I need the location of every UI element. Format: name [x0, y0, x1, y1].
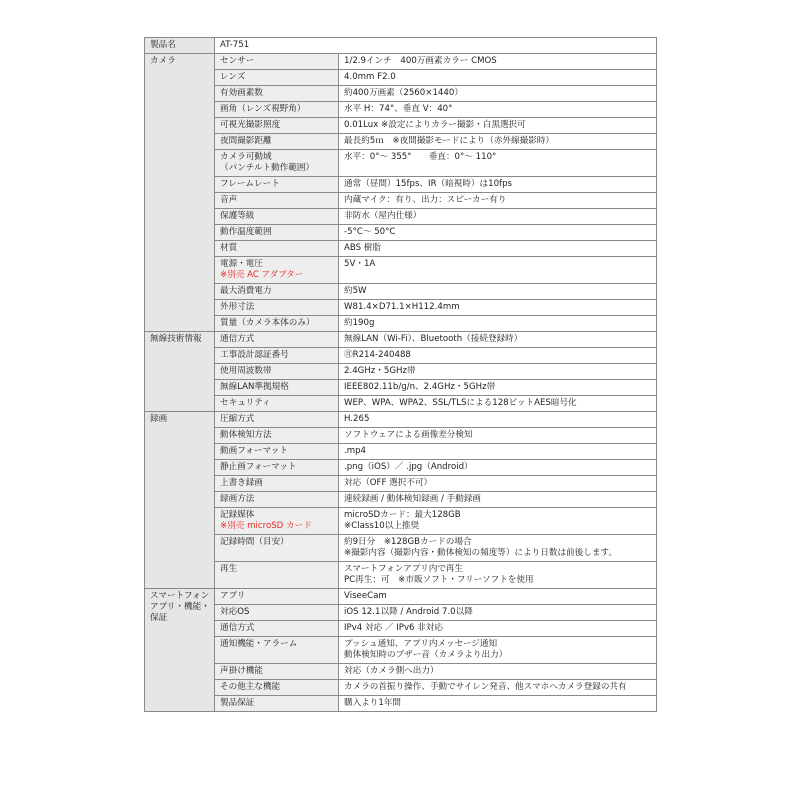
- spec-label: 記録時間（目安）: [220, 537, 289, 547]
- label-cell: [215, 412, 339, 428]
- spec-label: 圧縮方式: [220, 414, 255, 424]
- spec-label: 動体検知方法: [220, 430, 272, 440]
- table-row: [145, 300, 657, 316]
- label-cell: [215, 492, 339, 508]
- spec-label: 通知機能・アラーム: [220, 639, 298, 649]
- value-text: ViseeCam: [344, 591, 387, 601]
- value-cell: [339, 605, 657, 621]
- table-row: [145, 637, 657, 664]
- label-cell: [215, 535, 339, 562]
- label-cell: [215, 332, 339, 348]
- table-row: [145, 680, 657, 696]
- value-text: ABS 樹脂: [344, 243, 381, 253]
- label-cell: [215, 225, 339, 241]
- table-row: [145, 492, 657, 508]
- value-text: ソフトウェアによる画像差分検知: [344, 430, 473, 440]
- value-cell: [339, 209, 657, 225]
- table-row: [145, 589, 657, 605]
- label-cell: [215, 380, 339, 396]
- value-cell: [339, 241, 657, 257]
- spec-label: 夜間撮影距離: [220, 136, 272, 146]
- value-text: 無線LAN（Wi-Fi）、Bluetooth（接続登録時）: [344, 334, 523, 344]
- value-text: カメラの首振り操作、手動でサイレン発音、他スマホへカメラ登録の共有: [344, 682, 627, 692]
- table-row: [145, 476, 657, 492]
- value-cell: [339, 476, 657, 492]
- spec-label: 上書き録画: [220, 478, 263, 488]
- table-row: [145, 562, 657, 589]
- value-text: 動体検知時のブザー音（カメラより出力）: [344, 650, 508, 660]
- table-row: [145, 316, 657, 332]
- label-cell: [215, 209, 339, 225]
- spec-label: 対応OS: [220, 607, 250, 617]
- value-text: H.265: [344, 414, 370, 424]
- value-text: microSDカード：最大128GB: [344, 510, 461, 520]
- spec-label: 電源・電圧: [220, 259, 263, 269]
- value-cell: [339, 637, 657, 664]
- value-text: 約5W: [344, 286, 367, 296]
- label-cell: [215, 637, 339, 664]
- category-label: 無線技術情報: [150, 334, 202, 344]
- value-text: .mp4: [344, 446, 367, 456]
- table-row: [145, 364, 657, 380]
- value-cell: [339, 102, 657, 118]
- label-cell: [215, 605, 339, 621]
- category-label: 製品名: [150, 40, 176, 50]
- label-cell: [215, 508, 339, 535]
- label-cell: [215, 177, 339, 193]
- table-row: [145, 696, 657, 712]
- value-text: IEEE802.11b/g/n、2.4GHz・5GHz帯: [344, 382, 496, 392]
- value-text: 最長約5ｍ ※夜間撮影モードにより（赤外線撮影時）: [344, 136, 554, 146]
- table-row: [145, 209, 657, 225]
- spec-label: 最大消費電力: [220, 286, 272, 296]
- spec-label: カメラ可動域: [220, 152, 272, 162]
- category-cell: [145, 412, 215, 589]
- table-row: [145, 535, 657, 562]
- table-row: [145, 332, 657, 348]
- category-label-line: アプリ・機能・: [150, 602, 210, 612]
- value-text: iOS 12.1以降 / Android 7.0以降: [344, 607, 473, 617]
- label-cell: [215, 241, 339, 257]
- table-row: [145, 241, 657, 257]
- label-cell: [215, 150, 339, 177]
- spec-label: フレームレート: [220, 179, 280, 189]
- value-cell: [339, 412, 657, 428]
- value-text: 通常（昼間）15fps、IR（暗視時）は10fps: [344, 179, 513, 189]
- value-cell: [339, 492, 657, 508]
- value-cell: [215, 38, 657, 54]
- label-cell: [215, 300, 339, 316]
- spec-label: 材質: [220, 243, 238, 253]
- table-row: [145, 118, 657, 134]
- value-text: 0.01Lux ※設定によりカラー撮影・白黒選択可: [344, 120, 526, 130]
- value-text: 対応（カメラ側へ出力）: [344, 666, 439, 676]
- value-text: ㊊R214-240488: [344, 350, 411, 360]
- spec-label: （パンチルト動作範囲）: [220, 163, 315, 173]
- table-row: [145, 193, 657, 209]
- value-cell: [339, 332, 657, 348]
- value-cell: [339, 589, 657, 605]
- label-cell: [215, 193, 339, 209]
- label-cell: [215, 364, 339, 380]
- spec-label: アプリ: [220, 591, 246, 601]
- table-row: [145, 70, 657, 86]
- spec-label: 保護等級: [220, 211, 255, 221]
- spec-label: 使用周波数帯: [220, 366, 272, 376]
- spec-label: セキュリティ: [220, 398, 271, 408]
- value-text: 非防水（屋内仕様）: [344, 211, 422, 221]
- value-text: ※撮影内容（撮影内容・動体検知の頻度等）により日数は前後します。: [344, 548, 617, 558]
- value-text: 連続録画 / 動体検知録画 / 手動録画: [344, 494, 482, 504]
- label-cell: [215, 118, 339, 134]
- spec-label: 無線LAN準拠規格: [220, 382, 289, 392]
- label-cell: [215, 444, 339, 460]
- value-text: WEP、WPA、WPA2、SSL/TLSによる128ビットAES暗号化: [344, 398, 577, 408]
- table-row: [145, 86, 657, 102]
- table-row: [145, 605, 657, 621]
- value-text: スマートフォンアプリ内で再生: [344, 564, 464, 574]
- value-cell: [339, 680, 657, 696]
- value-cell: [339, 300, 657, 316]
- spec-label: 通信方式: [220, 334, 255, 344]
- label-cell: [215, 396, 339, 412]
- value-cell: [339, 54, 657, 70]
- category-label-line: スマートフォン: [150, 591, 210, 601]
- value-cell: [339, 364, 657, 380]
- table-row: [145, 38, 657, 54]
- value-text: 水平：0°～ 355° 垂直：0°～ 110°: [344, 152, 497, 162]
- value-cell: [339, 562, 657, 589]
- label-cell: [215, 664, 339, 680]
- category-label: 録画: [150, 414, 168, 424]
- value-cell: [339, 535, 657, 562]
- value-cell: [339, 460, 657, 476]
- value-cell: [339, 348, 657, 364]
- spec-label: 工事設計認証番号: [220, 350, 289, 360]
- table-row: [145, 508, 657, 535]
- table-row: [145, 460, 657, 476]
- value-cell: [339, 225, 657, 241]
- value-cell: [339, 428, 657, 444]
- value-text: 約9日分 ※128GBカードの場合: [344, 537, 472, 547]
- value-text: 水平 H：74°、垂直 V：40°: [344, 104, 453, 114]
- label-cell: [215, 70, 339, 86]
- value-text: AT-751: [220, 40, 250, 50]
- value-text: 2.4GHz・5GHz帯: [344, 366, 416, 376]
- label-cell: [215, 348, 339, 364]
- spec-label: その他主な機能: [220, 682, 281, 692]
- label-cell: [215, 460, 339, 476]
- value-cell: [339, 396, 657, 412]
- spec-table: [144, 37, 657, 712]
- category-cell: [145, 332, 215, 412]
- table-row: [145, 664, 657, 680]
- value-cell: [339, 257, 657, 284]
- value-text: W81.4×D71.1×H112.4mm: [344, 302, 460, 312]
- table-row: [145, 225, 657, 241]
- label-cell: [215, 680, 339, 696]
- table-row: [145, 150, 657, 177]
- category-cell: [145, 38, 215, 54]
- value-cell: [339, 134, 657, 150]
- table-row: [145, 380, 657, 396]
- value-text: .png（iOS）／ .jpg（Android）: [344, 462, 473, 472]
- label-cell: [215, 476, 339, 492]
- label-cell: [215, 562, 339, 589]
- value-cell: [339, 193, 657, 209]
- category-cell: [145, 589, 215, 712]
- spec-label: 記録媒体: [220, 510, 255, 520]
- label-cell: [215, 86, 339, 102]
- value-text: 対応（OFF 選択不可）: [344, 478, 433, 488]
- spec-label: 録画方法: [220, 494, 255, 504]
- spec-label: 声掛け機能: [220, 666, 263, 676]
- table-row: [145, 102, 657, 118]
- label-cell: [215, 102, 339, 118]
- value-cell: [339, 70, 657, 86]
- spec-label: レンズ: [220, 72, 246, 82]
- table-row: [145, 177, 657, 193]
- spec-label: 音声: [220, 195, 238, 205]
- value-text: ※Class10以上推奨: [344, 521, 420, 531]
- table-row: [145, 444, 657, 460]
- value-text: -5°C～ 50°C: [344, 227, 396, 237]
- label-cell: [215, 428, 339, 444]
- label-cell: [215, 257, 339, 284]
- value-text: 購入より1年間: [344, 698, 402, 708]
- spec-label: 画角（レンズ視野角）: [220, 104, 306, 114]
- value-cell: [339, 508, 657, 535]
- value-cell: [339, 380, 657, 396]
- label-cell: [215, 316, 339, 332]
- table-row: [145, 412, 657, 428]
- label-cell: [215, 54, 339, 70]
- table-row: [145, 284, 657, 300]
- spec-label: 質量（カメラ本体のみ）: [220, 318, 315, 328]
- value-cell: [339, 118, 657, 134]
- spec-label: 有効画素数: [220, 88, 263, 98]
- label-cell: [215, 589, 339, 605]
- value-cell: [339, 664, 657, 680]
- table-row: [145, 428, 657, 444]
- value-cell: [339, 284, 657, 300]
- value-text: プッシュ通知、アプリ内メッセージ通知: [344, 639, 498, 649]
- value-text: 約190g: [344, 318, 375, 328]
- value-text: PC再生：可 ※市販ソフト・フリーソフトを使用: [344, 575, 534, 585]
- value-cell: [339, 177, 657, 193]
- spec-label: センサー: [220, 56, 255, 66]
- value-cell: [339, 444, 657, 460]
- spec-label: 可視光撮影照度: [220, 120, 281, 130]
- table-row: [145, 54, 657, 70]
- value-text: 5V・1A: [344, 259, 376, 269]
- label-cell: [215, 284, 339, 300]
- table-row: [145, 348, 657, 364]
- value-text: 4.0mm F2.0: [344, 72, 396, 82]
- value-text: 1/2.9インチ 400万画素カラー CMOS: [344, 56, 497, 66]
- spec-label: 再生: [220, 564, 238, 574]
- spec-label: 動作温度範囲: [220, 227, 272, 237]
- label-cell: [215, 134, 339, 150]
- spec-label: 静止画フォーマット: [220, 462, 297, 472]
- spec-label: 動画フォーマット: [220, 446, 288, 456]
- value-text: 内蔵マイク：有り、出力：スピーカー有り: [344, 195, 507, 205]
- value-cell: [339, 316, 657, 332]
- value-cell: [339, 696, 657, 712]
- table-row: [145, 396, 657, 412]
- label-cell: [215, 621, 339, 637]
- value-cell: [339, 150, 657, 177]
- spec-label: 製品保証: [220, 698, 255, 708]
- label-cell: [215, 696, 339, 712]
- value-cell: [339, 621, 657, 637]
- table-row: [145, 257, 657, 284]
- spec-label-note: ※別売 microSD カード: [220, 521, 312, 531]
- table-row: [145, 621, 657, 637]
- value-cell: [339, 86, 657, 102]
- category-label-line: 保証: [150, 613, 168, 623]
- value-text: 約400万画素（2560×1440）: [344, 88, 463, 98]
- category-label: カメラ: [150, 56, 176, 66]
- spec-label: 外形寸法: [220, 302, 255, 312]
- category-cell: [145, 54, 215, 332]
- spec-label-note: ※別売 AC アダプター: [220, 270, 304, 280]
- value-text: IPv4 対応 ／ IPv6 非対応: [344, 623, 444, 633]
- table-row: [145, 134, 657, 150]
- spec-label: 通信方式: [220, 623, 255, 633]
